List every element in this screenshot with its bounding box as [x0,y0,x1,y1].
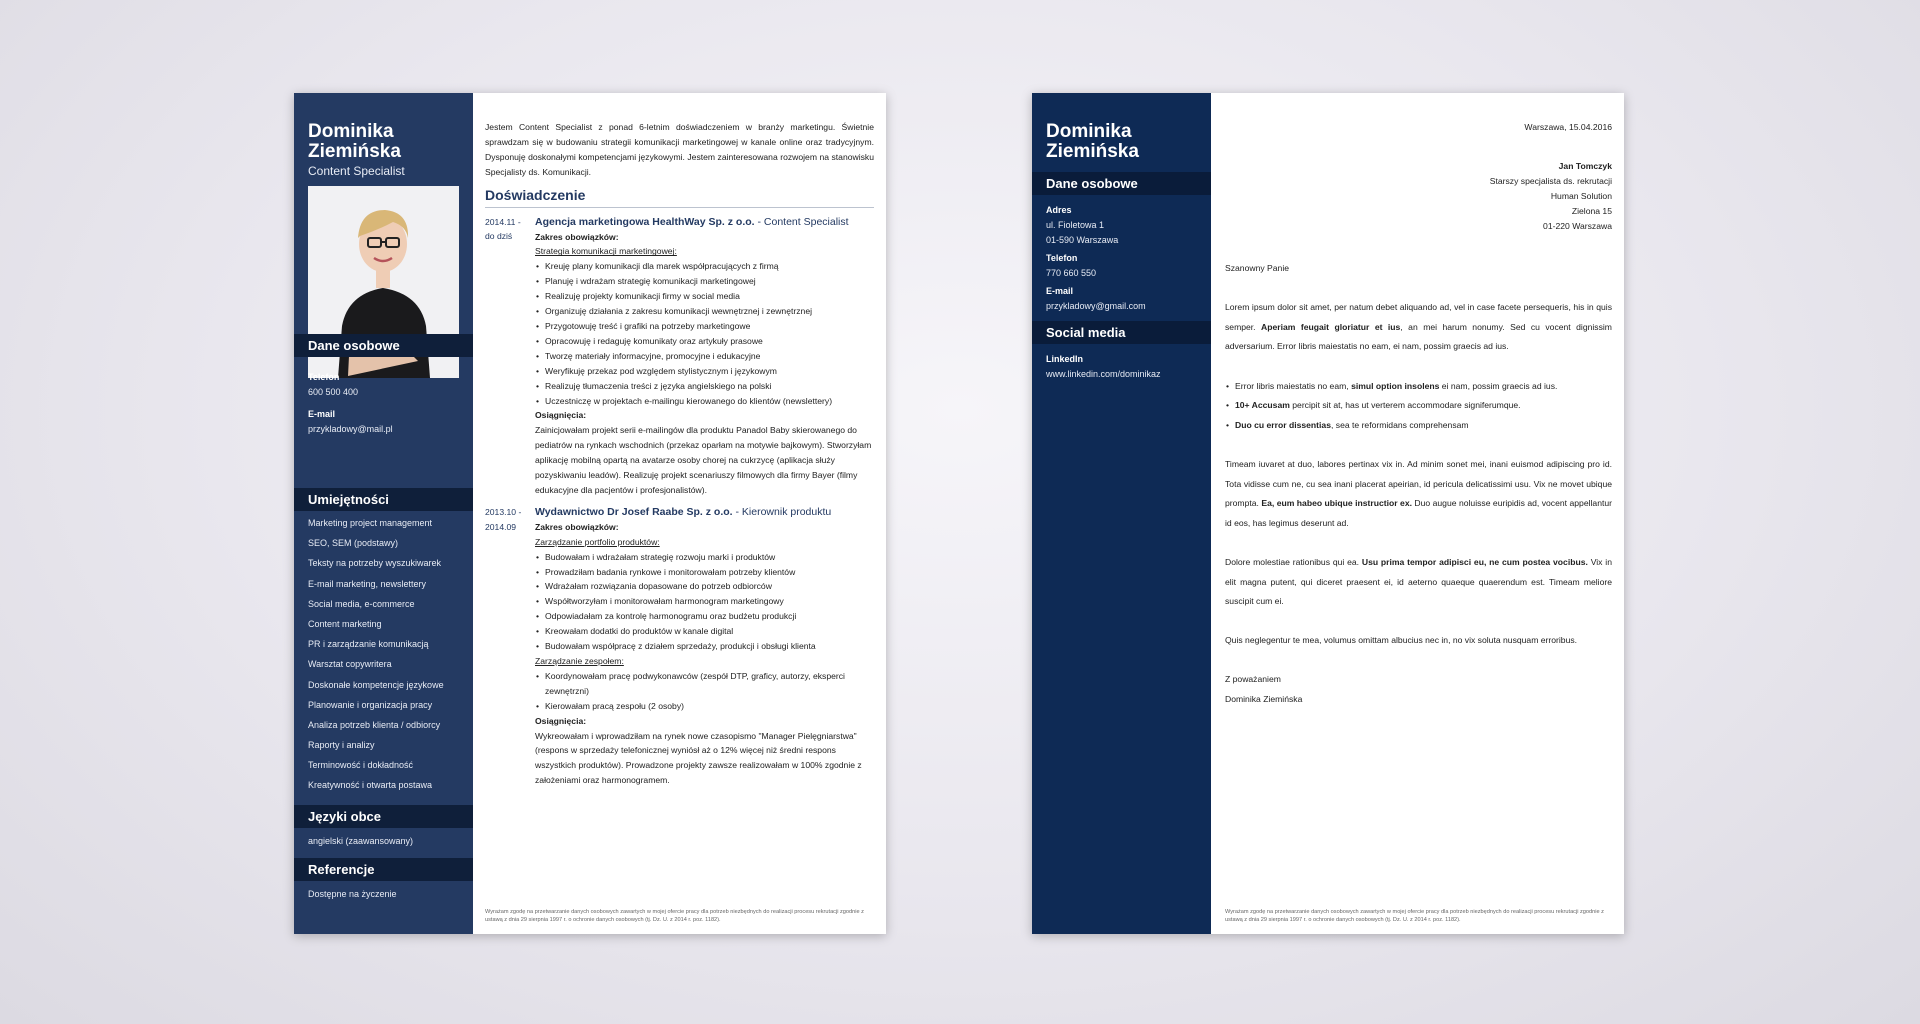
letter-name: Dominika Ziemińska [1046,121,1139,162]
duty-list [535,259,874,408]
cv-sidebar [294,93,473,934]
duties-label: Zakres obowiązków: [535,231,619,242]
experience-title: Doświadczenie [485,188,874,208]
duty-list [535,669,874,714]
text-run: ei nam, possim graecis ad ius. [1439,380,1558,391]
paragraph [1225,298,1612,357]
skill-item: Marketing project management [308,518,433,528]
cover-letter-page [1032,93,1624,934]
phone-value: 770 660 550 [1046,268,1097,278]
paragraph [1225,553,1612,612]
text-run-bold: simul option insolens [1351,380,1440,391]
duty-list [535,550,874,654]
duty-group-label: Zarządzanie portfolio produktów: [535,536,660,547]
text-run-bold: Aperiam feugait gloriatur et ius [1261,321,1401,332]
list-item: • Kreuję plany komunikacji dla marek współpracujących z firmą [535,259,874,274]
letter-date: Warszawa, 15.04.2016 [1524,122,1612,132]
list-item: • Opracowuję i redaguję komunikaty oraz artykuły prasowe [535,334,874,349]
cv-name: Dominika Ziemińska [308,121,401,162]
skill-item: Raporty i analizy [308,740,375,751]
text-run: Vix in elit magna putent, qui diceret praesent ei, id aeterno quaeque quaerendum est. Timeam meliore suscipit cum ei. [1225,556,1612,607]
achievements-label: Osiągnięcia: [535,715,587,726]
text-run: Error libris maiestatis no eam, [1235,380,1352,391]
list-item [1225,416,1612,436]
recipient-line: Zielona 15 [1571,206,1612,216]
job-company: Wydawnictwo Dr Josef Raabe Sp. z o.o. [535,505,733,518]
linkedin-value: www.linkedin.com/dominikaz [1046,369,1161,379]
letter-sidebar [1032,93,1211,934]
list-item: • Koordynowałam pracę podwykonawców (zespół DTP, graficy, autorzy, eksperci zewnętrzni) [535,669,874,699]
letter-list [1225,377,1612,436]
list-item: • Realizuję projekty komunikacji firmy w social media [535,289,874,304]
text-run-bold: Usu prima tempor adipisci eu, ne cum postea vocibus. [1361,556,1588,567]
cv-intro: Jestem Content Specialist z ponad 6-letnim doświadczeniem w branży marketingu. Świetnie sprawdzam się w budowaniu strategii komunikacji marketingowej w kanale online oraz tradycyjnym. Dysponuję doskonałymi kompetencjami językowymi. Jestem zainteresowana rozwojem na stanowisku Specjalisty ds. Komunikacji. [485,122,874,177]
job-company: Agencja marketingowa HealthWay Sp. z o.o. [535,215,755,228]
skill-item: Planowanie i organizacja pracy [308,699,433,710]
text-run: Duo augue noluisse euripidis ad, vocent appellantur id eos, has legimus deserunt ad. [1225,498,1613,528]
job-date: 2013.10 - 2014.09 [485,506,522,532]
section-header-references: Referencje [294,858,473,881]
job-entry [485,215,874,498]
list-item: • Prowadziłam badania rynkowe i monitorowałam potrzeby klientów [535,565,874,580]
skill-item: Content marketing [308,618,382,629]
recipient-line: Starszy specjalista ds. rekrutacji [1489,176,1612,186]
recipient-address [1490,159,1612,234]
closing: Z poważaniem [1225,674,1281,685]
text-run: , sea te reformidans comprehensam [1331,419,1469,430]
recipient-line: 01-220 Warszawa [1543,221,1612,231]
section-header-personal: Dane osobowe [1032,172,1211,195]
achievements-text: Zainicjowałam projekt serii e-mailingów dla produktu Panadol Baby skierowanego do pediatrów na rynkach wschodnich (przekaz oparłam na motywie bajkowym). Stworzyłam aplikację mobilną opartą na avatarze osoby chorej na cukrzycę (aplikacja służy pozyskiwaniu leadów). Realizuję projekt scenariuszy filmowych dla firmy Bayer (filmy edukacyjne dla pacjentów i profesjonalistów). [535,425,872,495]
duty-group-label: Zarządzanie zespołem: [535,656,624,666]
signature: Dominika Ziemińska [1225,694,1303,705]
section-header-languages: Języki obce [294,805,473,828]
phone-label: Telefon [1046,253,1078,263]
list-item: • Budowałam i wdrażałam strategię rozwoju marki i produktów [535,550,874,565]
address-line: 01-590 Warszawa [1046,235,1119,245]
skill-item: PR i zarządzanie komunikacją [308,639,429,650]
job-role: - Kierownik produktu [732,505,832,518]
skill-item: Warsztat copywritera [308,659,392,670]
cv-page [294,93,886,934]
duties-label: Zakres obowiązków: [535,521,619,532]
address-label: Adres [1046,205,1072,215]
list-item: • Planuję i wdrażam strategię komunikacji marketingowej [535,274,874,289]
greeting: Szanowny Panie [1225,263,1290,273]
text-run: Dolore molestiae rationibus qui ea. [1225,556,1362,567]
paragraph [1225,455,1612,533]
skill-item: Terminowość i dokładność [308,760,414,771]
list-item [1225,396,1612,416]
list-item: • Kierowałam pracą zespołu (2 osoby) [535,699,874,714]
list-item: • Uczestniczę w projektach e-mailingu kierowanego do klientów (newslettery) [535,394,874,409]
text-run-bold: Ea, eum habeo ubique instructior ex. [1261,498,1412,509]
section-header-skills: Umiejętności [294,488,473,511]
text-run: Lorem ipsum dolor sit amet, per natum debet aliquando ad, vel in case facete persequeris, his in quis semper. [1225,302,1612,332]
list-item: • Wdrażałam rozwiązania dopasowane do potrzeb odbiorców [535,579,874,594]
list-item: • Odpowiadałam za kontrolę harmonogramu oraz budżetu produkcji [535,609,874,624]
skill-item: Analiza potrzeb klienta / odbiorcy [308,719,441,730]
skills-list [308,517,444,800]
email-label: E-mail [1046,286,1074,296]
list-item [1225,377,1612,397]
language-item: angielski (zaawansowany) [308,836,414,846]
paragraph: Quis neglegentur te mea, volumus omittam albucius nec in, no vix soluta nusquam erroribus. [1225,635,1578,646]
skill-item: Doskonałe kompetencje językowe [308,679,444,690]
section-header-personal: Dane osobowe [294,334,473,357]
job-date: 2014.11 - do dziś [485,216,521,242]
letter-gdpr-footer: Wyrażam zgodę na przetwarzanie danych osobowych zawartych w mojej ofercie pracy dla potrzeb niezbędnych do realizacji procesu rekrutacji zgodnie z ustawą z dnia 29 sierpnia 1997 r. o ochronie danych osobowych (tj. Dz. U. z 2014 r. poz. 1182). [1225,909,1604,923]
list-item: • Współtworzyłam i monitorowałam harmonogram marketingowy [535,594,874,609]
achievements-label: Osiągnięcia: [535,410,587,421]
list-item: • Kreowałam dodatki do produktów w kanale digital [535,624,874,639]
skill-item: SEO, SEM (podstawy) [308,538,399,549]
phone-label: Telefon [308,372,340,382]
linkedin-label: LinkedIn [1046,354,1084,364]
text-run: percipit sit at, has ut verterem accommodare signiferumque. [1289,400,1521,411]
cv-gdpr-footer: Wyrażam zgodę na przetwarzanie danych osobowych zawartych w mojej ofercie pracy dla potrzeb niezbędnych do realizacji procesu rekrutacji zgodnie z ustawą z dnia 29 sierpnia 1997 r. o ochronie danych osobowych (tj. Dz. U. z 2014 r. poz. 1182). [485,909,864,923]
duty-group-label: Strategia komunikacji marketingowej: [535,246,677,257]
text-run-bold: 10+ Accusam [1235,400,1290,411]
skill-item: E-mail marketing, newslettery [308,578,427,589]
cv-main-content [485,120,874,788]
skill-item: Teksty na potrzeby wyszukiwarek [308,558,442,569]
job-role: - Content Specialist [754,215,849,228]
list-item: • Organizuję działania z zakresu komunikacji wewnętrznej i zewnętrznej [535,304,874,319]
list-item: • Weryfikuję przekaz pod względem stylistycznym i językowym [535,364,874,379]
cv-job-title: Content Specialist [308,164,405,178]
skill-item: Social media, e-commerce [308,598,415,609]
recipient-name: Jan Tomczyk [1558,161,1612,171]
email-value: przykladowy@gmail.com [1046,301,1146,311]
letter-text [1225,259,1612,710]
text-run: , an mei harum nonumy. Sed cu vocent dignissim adversarium. Error libris maiestatis no eam, ei nam, possim graecis ad ius. [1225,321,1612,352]
recipient-line: Human Solution [1550,191,1612,201]
job-entry [485,505,874,788]
email-label: E-mail [308,409,336,419]
section-header-social: Social media [1032,321,1211,344]
list-item: • Budowałam współpracę z działem sprzedaży, produkcji i obsługi klienta [535,639,874,654]
job-title [535,505,874,520]
job-title [535,215,874,230]
skill-item: Kreatywność i otwarta postawa [308,780,433,791]
list-item: • Przygotowuję treść i grafiki na potrzeby marketingowe [535,319,874,334]
achievements-text: Wykreowałam i wprowadziłam na rynek nowe czasopismo "Manager Pielęgniarstwa" (respons w sprzedaży telefonicznej wyniósł aż o 12% więcej niż średni respons wszystkich produktów). Prowadzone projekty zawsze realizowałam w 100% zgodnie z założeniami oraz harmonogramem. [535,730,862,786]
address-line: ul. Fioletowa 1 [1046,220,1105,230]
phone-value: 600 500 400 [308,387,359,397]
email-value: przykladowy@mail.pl [308,424,393,434]
text-run: Timeam iuvaret at duo, labores pertinax vix in. Ad minim sonet mei, inani euismod adipiscing pro id. Tota vidisse cum ne, cu sea inani placerat apeirian, id pericula delicatissimi usu. Vix ne movet ubique prompta. [1225,458,1612,509]
references-value: Dostępne na życzenie [308,889,397,899]
list-item: • Realizuję tłumaczenia treści z języka angielskiego na polski [535,379,874,394]
text-run-bold: Duo cu error dissentias [1235,419,1331,430]
list-item: • Tworzę materiały informacyjne, promocyjne i edukacyjne [535,349,874,364]
